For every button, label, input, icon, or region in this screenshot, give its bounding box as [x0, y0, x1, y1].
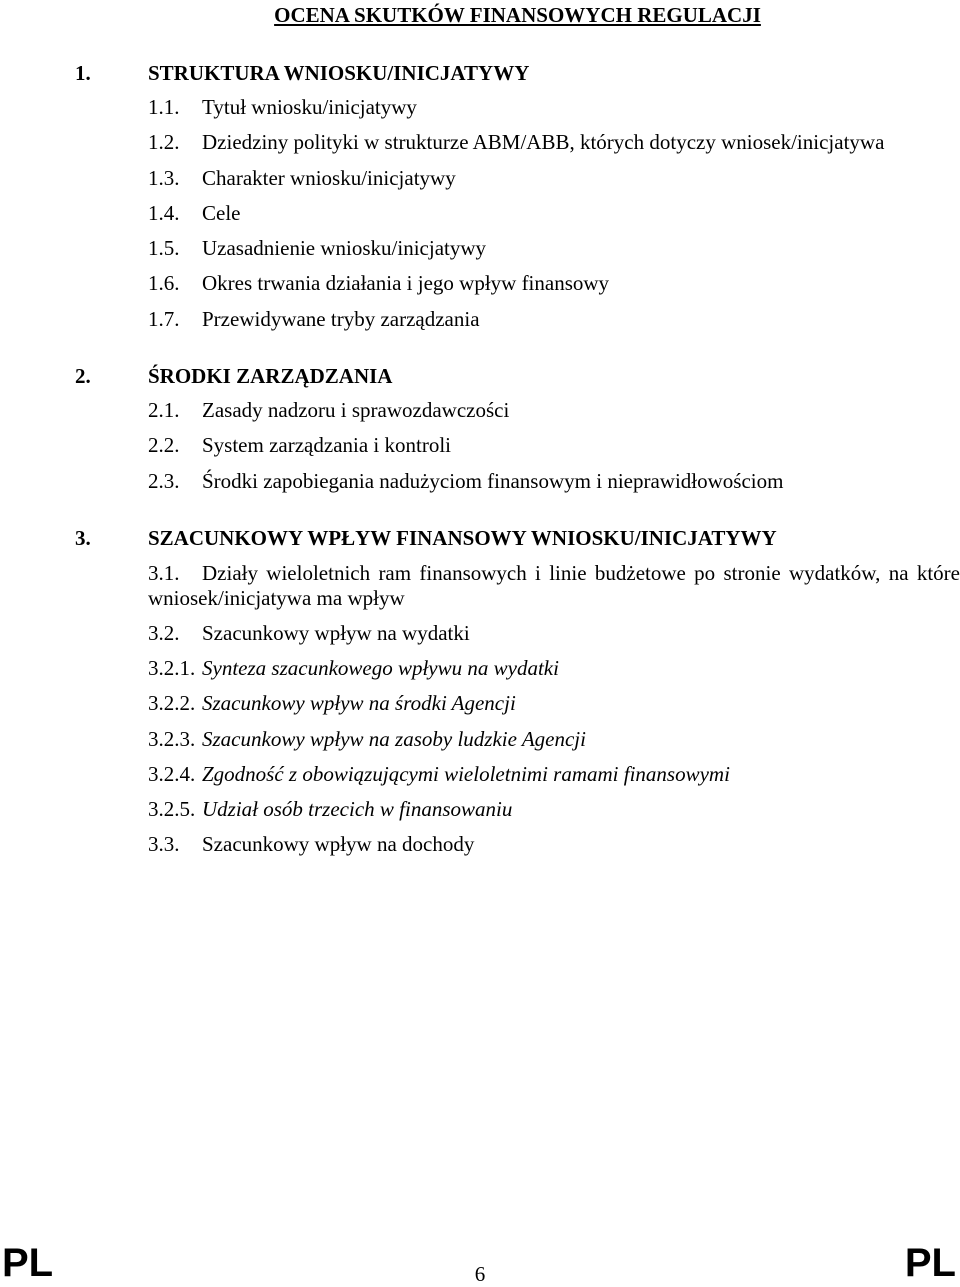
- section-number: 2.: [75, 364, 91, 388]
- item-number: 1.5.: [148, 236, 180, 260]
- item-label: Środki zapobiegania nadużyciom finansowym i nieprawidłowościom: [202, 469, 784, 493]
- item-label: Przewidywane tryby zarządzania: [202, 307, 480, 331]
- section-label: ŚRODKI ZARZĄDZANIA: [148, 364, 393, 388]
- footer-language-right: PL: [904, 1241, 956, 1285]
- page-number: 6: [474, 1262, 486, 1286]
- item-number: 1.6.: [148, 271, 180, 295]
- item-number: 3.1.: [148, 561, 180, 585]
- section-number: 3.: [75, 526, 91, 550]
- item-number: 2.2.: [148, 433, 180, 457]
- section-number: 1.: [75, 61, 91, 85]
- item-label: Udział osób trzecich w finansowaniu: [202, 797, 513, 821]
- item-number: 3.3.: [148, 832, 180, 856]
- item-number: 1.3.: [148, 166, 180, 190]
- item-label: Synteza szacunkowego wpływu na wydatki: [202, 656, 559, 680]
- item-label: Działy wieloletnich ram finansowych i linie budżetowe po stronie wydatków, na które wniosek/inicjatywa ma wpływ: [148, 561, 960, 610]
- item-number: 1.7.: [148, 307, 180, 331]
- item-label: Szacunkowy wpływ na wydatki: [202, 621, 470, 645]
- item-label: Cele: [202, 201, 241, 225]
- item-label: Szacunkowy wpływ na środki Agencji: [202, 691, 516, 715]
- item-label: Dziedziny polityki w strukturze ABM/ABB, których dotyczy wniosek/inicjatywa: [202, 130, 885, 154]
- item-number: 1.4.: [148, 201, 180, 225]
- item-number: 3.2.2.: [148, 691, 196, 715]
- item-number: 2.1.: [148, 398, 180, 422]
- section-label: SZACUNKOWY WPŁYW FINANSOWY WNIOSKU/INICJATYWY: [148, 526, 777, 550]
- item-number: 2.3.: [148, 469, 180, 493]
- item-number: 3.2.3.: [148, 727, 196, 751]
- item-label: System zarządzania i kontroli: [202, 433, 451, 457]
- item-number: 3.2.: [148, 621, 180, 645]
- item-label: Zasady nadzoru i sprawozdawczości: [202, 398, 510, 422]
- item-number: 3.2.1.: [148, 656, 196, 680]
- item-label: Okres trwania działania i jego wpływ finansowy: [202, 271, 610, 295]
- document-title: OCENA SKUTKÓW FINANSOWYCH REGULACJI: [274, 3, 761, 27]
- item-number: 1.1.: [148, 95, 180, 119]
- item-label: Szacunkowy wpływ na zasoby ludzkie Agencji: [202, 727, 586, 751]
- section-label: STRUKTURA WNIOSKU/INICJATYWY: [148, 61, 530, 85]
- item-label: Szacunkowy wpływ na dochody: [202, 832, 475, 856]
- item-label: Uzasadnienie wniosku/inicjatywy: [202, 236, 487, 260]
- item-label: Charakter wniosku/inicjatywy: [202, 166, 456, 190]
- item-number: 1.2.: [148, 130, 180, 154]
- list-item-wrapped: [148, 561, 960, 611]
- item-label: Tytuł wniosku/inicjatywy: [202, 95, 417, 119]
- footer-language-left: PL: [2, 1241, 54, 1285]
- item-number: 3.2.5.: [148, 797, 196, 821]
- item-label: Zgodność z obowiązującymi wieloletnimi ramami finansowymi: [202, 762, 730, 786]
- item-number: 3.2.4.: [148, 762, 196, 786]
